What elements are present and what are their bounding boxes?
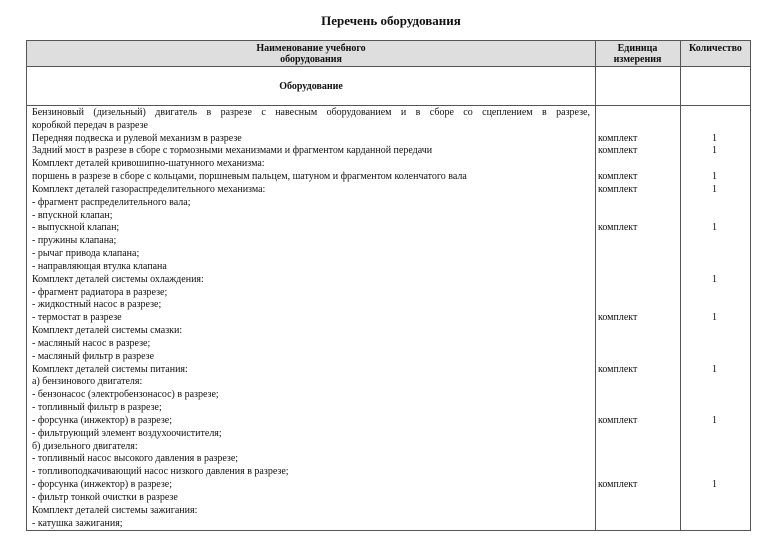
row-qty — [679, 402, 750, 415]
row-unit: комплект — [598, 222, 638, 234]
row-qty — [679, 376, 750, 389]
row-unit: комплект — [598, 479, 638, 491]
row-qty: 1 — [712, 222, 717, 234]
row-qty — [679, 389, 750, 402]
table-row — [27, 453, 750, 466]
table-row — [27, 505, 750, 518]
row-unit — [594, 351, 679, 364]
row-unit: комплект — [598, 363, 638, 375]
row-qty — [679, 325, 750, 338]
row-name: - выпускной клапан; — [32, 222, 120, 234]
row-qty: 1 — [712, 479, 717, 491]
row-name: - форсунка (инжектор) в разрезе; — [32, 479, 172, 491]
row-qty — [679, 492, 750, 505]
header-qty — [680, 43, 751, 54]
row-name: - фрагмент радиатора в разрезе; — [32, 286, 168, 298]
row-name: - фрагмент распределительного вала; — [32, 196, 191, 208]
row-qty: 1 — [712, 132, 717, 144]
row-unit — [594, 441, 679, 454]
row-name: Комплект деталей системы охлаждения: — [32, 273, 204, 285]
row-qty — [679, 351, 750, 364]
table-row — [27, 197, 750, 210]
row-name: - фильтр тонкой очистки в разрезе — [32, 491, 178, 503]
row-unit — [594, 453, 679, 466]
row-unit — [594, 505, 679, 518]
row-name: - впускной клапан; — [32, 209, 113, 221]
row-name: - бензонасос (электробензонасос) в разрезе; — [32, 389, 219, 401]
row-qty: 1 — [712, 145, 717, 157]
row-name: - форсунка (инжектор) в разрезе; — [32, 414, 172, 426]
table-row — [27, 466, 750, 479]
table-row — [27, 402, 750, 415]
row-name: а) бензинового двигателя: — [32, 376, 143, 388]
row-name: Передняя подвеска и рулевой механизм в разрезе — [32, 132, 242, 144]
table-row — [27, 287, 750, 300]
table-row — [27, 133, 750, 146]
row-name: - топливный фильтр в разрезе; — [32, 402, 162, 414]
row-qty — [679, 299, 750, 312]
table-row — [27, 145, 750, 158]
row-qty — [679, 197, 750, 210]
table-row — [27, 364, 750, 377]
table-row — [27, 389, 750, 402]
row-qty — [679, 248, 750, 261]
table-row — [27, 184, 750, 197]
row-qty: 1 — [712, 312, 717, 324]
table-row — [27, 248, 750, 261]
row-qty — [679, 107, 750, 120]
row-qty: 1 — [712, 171, 717, 183]
table-row — [27, 312, 750, 325]
row-unit — [594, 248, 679, 261]
row-name: Комплект деталей системы зажигания: — [32, 504, 198, 516]
row-unit — [594, 197, 679, 210]
row-qty — [679, 287, 750, 300]
table-body — [27, 107, 750, 530]
row-qty: 1 — [712, 273, 717, 285]
row-unit: комплект — [598, 145, 638, 157]
row-name: - топливный насос высокого давления в разрезе; — [32, 453, 239, 465]
row-name: - катушка зажигания; — [32, 517, 123, 529]
row-unit: комплект — [598, 171, 638, 183]
row-name: - топливоподкачивающий насос низкого давления в разрезе; — [32, 466, 289, 478]
row-name: Комплект деталей системы смазки: — [32, 325, 183, 337]
row-unit — [594, 402, 679, 415]
row-qty — [679, 466, 750, 479]
table-row — [27, 492, 750, 505]
row-qty — [679, 235, 750, 248]
row-unit — [594, 210, 679, 223]
row-qty — [679, 120, 750, 133]
row-unit — [594, 518, 679, 531]
row-unit — [594, 338, 679, 351]
table-row — [27, 338, 750, 351]
row-unit — [594, 376, 679, 389]
row-qty — [679, 210, 750, 223]
table-row — [27, 351, 750, 364]
header-qty-text: Количество — [689, 43, 742, 54]
section-divider — [27, 105, 750, 106]
row-unit — [594, 325, 679, 338]
table-row — [27, 415, 750, 428]
table-row — [27, 120, 750, 133]
row-unit — [594, 261, 679, 274]
table-row — [27, 171, 750, 184]
section-title: Оборудование — [279, 81, 343, 92]
row-qty — [679, 441, 750, 454]
row-unit: комплект — [598, 132, 638, 144]
row-unit — [594, 466, 679, 479]
header-divider — [27, 66, 750, 67]
row-unit — [594, 492, 679, 505]
row-name: - рычаг привода клапана; — [32, 248, 140, 260]
row-name: - термостат в разрезе — [32, 312, 122, 324]
table-row — [27, 235, 750, 248]
row-unit — [594, 274, 679, 287]
row-unit: комплект — [598, 414, 638, 426]
table-row — [27, 274, 750, 287]
header-name-text: Наименование учебного оборудования — [256, 43, 366, 65]
table-row — [27, 261, 750, 274]
table-row — [27, 210, 750, 223]
table-row — [27, 158, 750, 171]
row-unit — [594, 235, 679, 248]
row-unit — [594, 287, 679, 300]
row-name: Бензиновый (дизельный) двигатель в разрезе с навесным оборудованием и в сборе со сцеплением в разрезе, — [32, 107, 590, 118]
table-row — [27, 222, 750, 235]
table-row — [27, 518, 750, 531]
header-unit — [595, 43, 680, 65]
row-name: - направляющая втулка клапана — [32, 260, 167, 272]
table-row — [27, 107, 750, 120]
row-unit: комплект — [598, 312, 638, 324]
table-row — [27, 299, 750, 312]
row-qty — [679, 338, 750, 351]
table-row — [27, 325, 750, 338]
row-qty: 1 — [712, 363, 717, 375]
row-unit — [594, 158, 679, 171]
row-qty — [679, 428, 750, 441]
row-qty — [679, 518, 750, 531]
row-name: Комплект деталей системы питания: — [32, 363, 188, 375]
row-name: - масляный насос в разрезе; — [32, 337, 151, 349]
row-qty: 1 — [712, 414, 717, 426]
row-name: б) дизельного двигателя: — [32, 440, 138, 452]
table-row — [27, 376, 750, 389]
table-row — [27, 428, 750, 441]
row-unit — [594, 428, 679, 441]
row-name: Комплект деталей кривошипно-шатунного механизма: — [32, 158, 265, 170]
row-name: Комплект деталей газораспределительного механизма: — [32, 183, 266, 195]
row-name: поршень в разрезе в сборе с кольцами, поршневым пальцем, шатуном и фрагментом коленчатого вала — [32, 171, 467, 183]
row-unit — [594, 389, 679, 402]
equipment-table — [26, 40, 751, 531]
row-name: - пружины клапана; — [32, 235, 117, 247]
row-unit — [594, 299, 679, 312]
table-row — [27, 441, 750, 454]
row-qty: 1 — [712, 183, 717, 195]
row-qty — [679, 505, 750, 518]
row-qty — [679, 453, 750, 466]
row-name: - фильтрующий элемент воздухоочистителя; — [32, 427, 222, 439]
row-name: коробкой передач в разрезе — [32, 119, 148, 131]
row-name: - жидкостный насос в разрезе; — [32, 299, 162, 311]
row-name: Задний мост в разрезе в сборе с тормозными механизмами и фрагментом карданной передачи — [32, 145, 433, 157]
row-qty — [679, 261, 750, 274]
row-unit: комплект — [598, 183, 638, 195]
row-unit — [594, 107, 679, 120]
table-row — [27, 479, 750, 492]
row-unit — [594, 120, 679, 133]
page-title: Перечень оборудования — [321, 13, 461, 28]
header-name — [27, 43, 595, 65]
row-name: - масляный фильтр в разрезе — [32, 350, 155, 362]
row-qty — [679, 158, 750, 171]
header-unit-text: Единица измерения — [613, 43, 662, 65]
